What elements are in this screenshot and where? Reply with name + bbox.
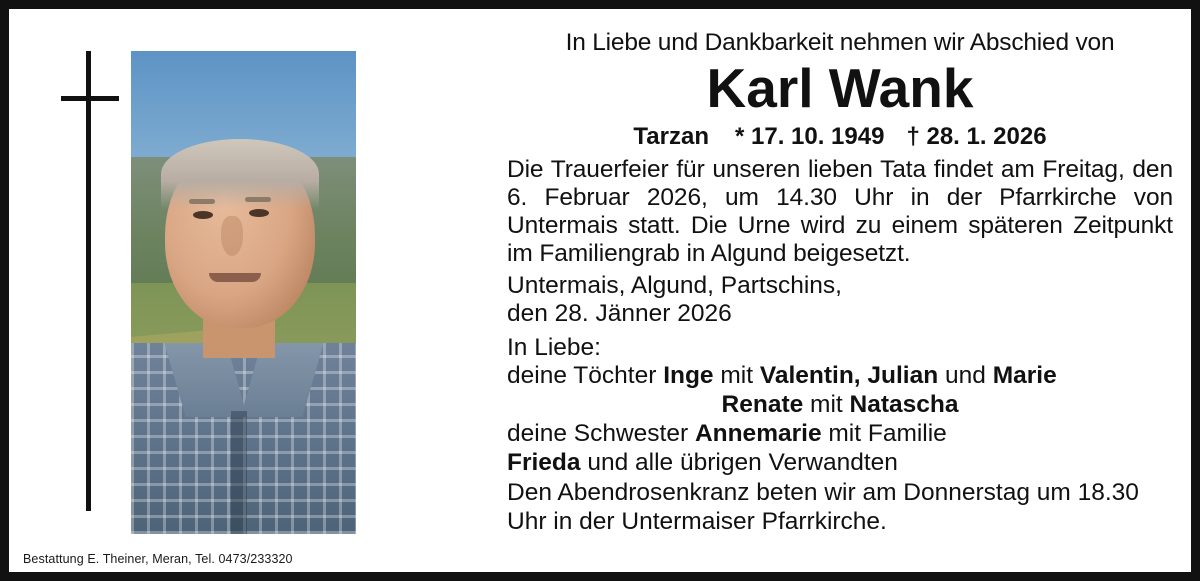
- photo-shirt-placket: [231, 411, 247, 534]
- cross-horizontal-bar: [61, 96, 119, 101]
- and-1: und: [938, 361, 993, 389]
- family-list: [507, 362, 1173, 478]
- cross-vertical-bar: [86, 51, 91, 511]
- partner-natascha: Natascha: [849, 390, 959, 418]
- death-date: † 28. 1. 2026: [906, 122, 1047, 150]
- funeral-home-credit: Bestattung E. Theiner, Meran, Tel. 0473/233320: [23, 552, 293, 566]
- birth-date: * 17. 10. 1949: [734, 122, 885, 150]
- right-column: [487, 9, 1191, 572]
- with-2: mit: [803, 390, 850, 418]
- sister-prefix: deine Schwester: [507, 419, 695, 447]
- left-column: [9, 9, 487, 572]
- photo-eye-right: [249, 209, 269, 217]
- family-other-line: [507, 449, 1173, 478]
- photo-eye-left: [193, 211, 213, 219]
- deceased-name: Karl Wank: [706, 57, 974, 120]
- sister-annemarie: Annemarie: [694, 419, 822, 447]
- sister-suffix: mit Familie: [821, 419, 947, 447]
- photo-eyebrow-right: [245, 197, 271, 202]
- photo-mouth: [209, 273, 261, 282]
- family-daughters-line: [507, 362, 1173, 391]
- intro-text: In Liebe und Dankbarkeit nehmen wir Abschied von: [565, 29, 1115, 56]
- family-sister-line: [507, 420, 1173, 449]
- places: Untermais, Algund, Partschins,: [507, 271, 842, 299]
- portrait-photo: [131, 51, 356, 534]
- rosary-text: Den Abendrosenkranz beten wir am Donnerstag um 18.30 Uhr in der Untermaiser Pfarrkirche.: [507, 479, 1139, 536]
- cross-icon: [61, 51, 119, 511]
- daughter-renate: Renate: [721, 390, 804, 418]
- places-line: [507, 272, 1173, 328]
- in-love-label: In Liebe:: [507, 333, 601, 361]
- partners-valentin-julian: Valentin, Julian: [759, 361, 939, 389]
- photo-eyebrow-left: [189, 199, 215, 204]
- dates-row: [507, 123, 1173, 151]
- other-relatives: und alle übrigen Verwandten: [580, 448, 898, 476]
- service-details-text: Die Trauerfeier für unseren lieben Tata findet am Freitag, den 6. Februar 2026, um 14.30 Uhr in der Pfarrkirche von Untermais statt. Die Urne wird zu einem späteren Zeitpunkt im Familiengrab in Algund beigesetzt.: [507, 155, 1173, 267]
- service-details: [507, 156, 1173, 268]
- with-1: mit: [713, 361, 760, 389]
- photo-hair: [161, 139, 319, 209]
- relative-frieda: Frieda: [507, 448, 581, 476]
- partner-marie: Marie: [992, 361, 1057, 389]
- nickname: Tarzan: [633, 122, 709, 150]
- photo-nose: [221, 216, 243, 256]
- family-renate-line: [722, 391, 959, 418]
- daughters-prefix: deine Töchter: [507, 361, 664, 389]
- notice-date: den 28. Jänner 2026: [507, 299, 732, 327]
- daughter-inge: Inge: [663, 361, 714, 389]
- notice-inner: [9, 9, 1191, 572]
